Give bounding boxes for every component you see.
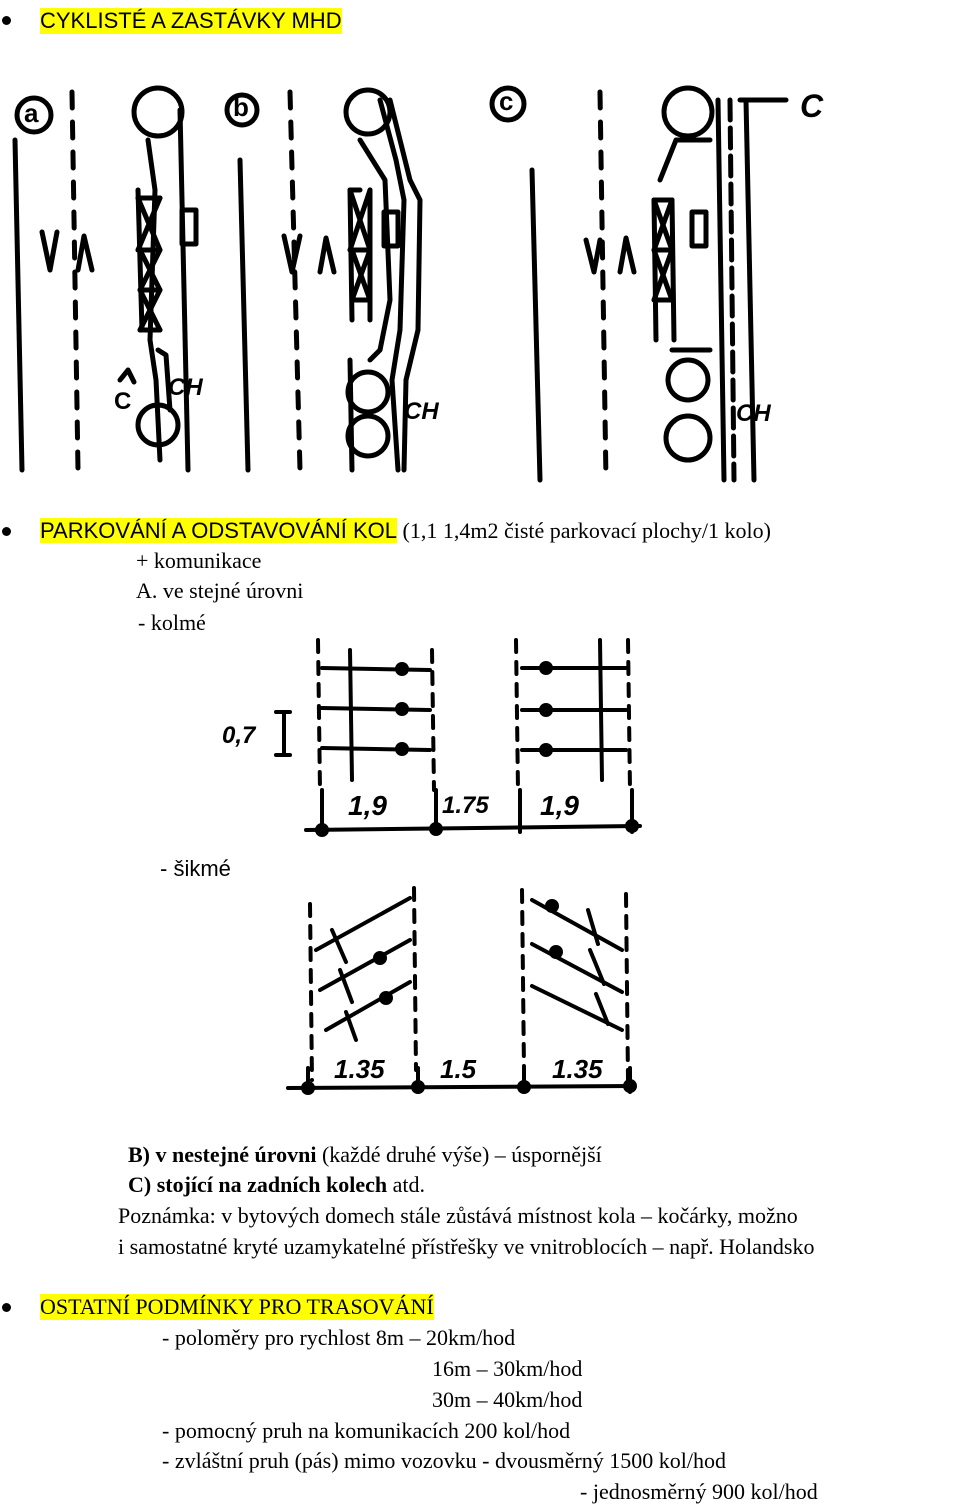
note-line-1: Poznámka: v bytových domech stále zůstává místnost kola – kočárky, možno — [118, 1203, 798, 1228]
item-b-label: B) v nestejné úrovni — [128, 1142, 317, 1167]
heading-cyklisté: CYKLISTÉ A ZASTÁVKY MHD — [40, 8, 342, 33]
dim-0-7: 0,7 — [222, 722, 256, 749]
rule-radius-8m: - poloměry pro rychlost 8m – 20km/hod — [162, 1325, 516, 1350]
rule-radius-30m: 30m – 40km/hod — [432, 1387, 583, 1412]
sketch-label-c-right: C — [800, 88, 824, 124]
rule-one-way: - jednosměrný 900 kol/hod — [580, 1479, 818, 1504]
item-c — [128, 1172, 425, 1198]
item-c-label: C) stojící na zadních kolech — [128, 1172, 388, 1197]
sketch-label-b: b — [233, 92, 249, 122]
rule-auxiliary-lane: - pomocný pruh na komunikacích 200 kol/hod — [162, 1418, 571, 1443]
sketch-label-ch-a: CH — [168, 374, 203, 401]
sketch-label-c-small: C — [114, 388, 132, 415]
sketch-label-ch-c: CH — [736, 400, 771, 427]
sketch-label-a: a — [24, 98, 39, 128]
sketch-label-ch-b: CH — [404, 398, 439, 425]
section-a: A. ve stejné úrovni — [136, 578, 304, 603]
item-b — [128, 1142, 602, 1168]
heading-trasovani: OSTATNÍ PODMÍNKY PRO TRASOVÁNÍ — [40, 1294, 434, 1319]
parking-area-note: (1,1 1,4m2 čisté parkovací plochy/1 kolo) — [402, 518, 771, 543]
bullet — [2, 1303, 11, 1312]
rule-radius-16m: 16m – 30km/hod — [432, 1356, 583, 1381]
dim-1-9-left: 1,9 — [348, 790, 387, 821]
heading-parking: PARKOVÁNÍ A ODSTAVOVÁNÍ KOL — [40, 518, 397, 543]
note-line-2: i samostatné kryté uzamykatelné přístřešky ve vnitroblocích – např. Holandsko — [118, 1234, 815, 1259]
dim-1-35-right: 1.35 — [552, 1054, 603, 1084]
dim-1-75: 1.75 — [442, 792, 489, 819]
sketch-label-c: c — [499, 86, 514, 116]
kolme-label: - kolmé — [138, 610, 206, 635]
dim-1-9-right: 1,9 — [540, 790, 579, 821]
rule-separate-lane: - zvláštní pruh (pás) mimo vozovku - dvousměrný 1500 kol/hod — [162, 1448, 726, 1473]
item-b-rest: (každé druhé výše) – úspornější — [321, 1142, 602, 1167]
line-komunikace: + komunikace — [136, 548, 262, 573]
item-c-rest: atd. — [392, 1172, 426, 1197]
dim-1-5: 1.5 — [440, 1054, 477, 1084]
sikme-label: - šikmé — [160, 856, 231, 881]
dim-1-35-left: 1.35 — [334, 1054, 385, 1084]
